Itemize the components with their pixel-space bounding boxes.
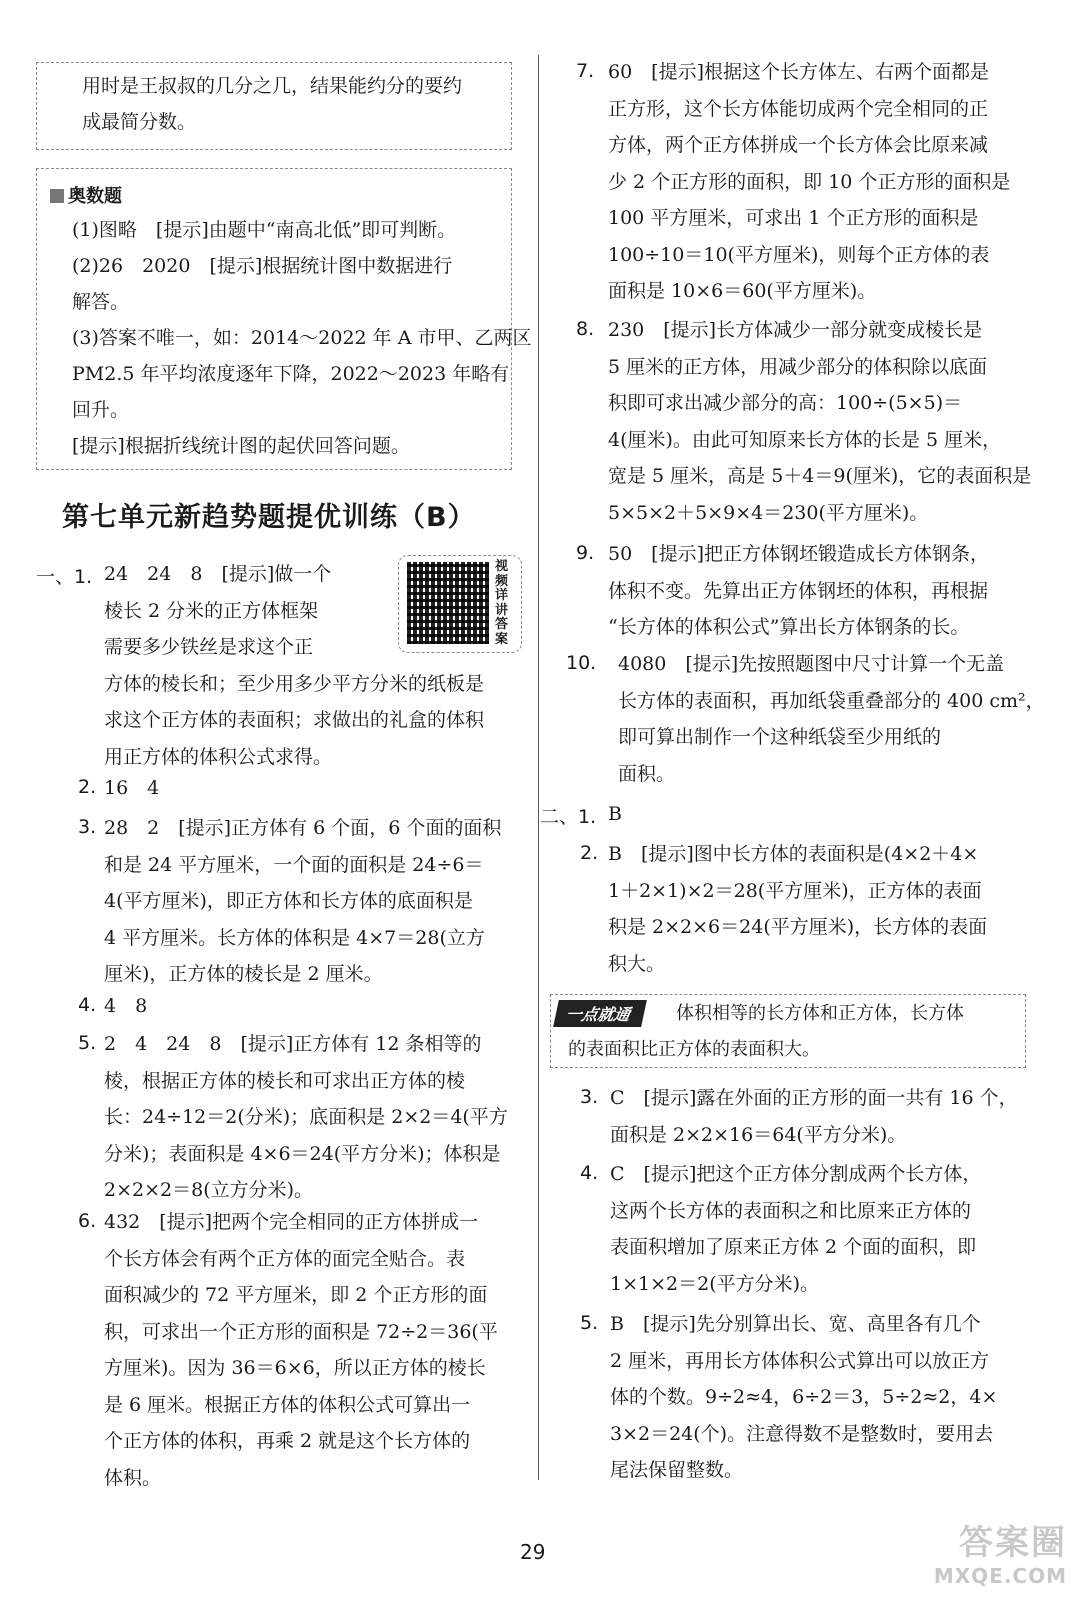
item-number: 二、1. (540, 806, 597, 828)
item-line: 100÷10＝10(平方厘米)，则每个正方体的表 (608, 243, 990, 266)
watermark-logo: 答案圈 (959, 1523, 1067, 1563)
item-line: 4 平方厘米。长方体的体积是 4×7＝28(立方 (104, 926, 485, 949)
item-line: 100 平方厘米，可求出 1 个正方形的面积是 (608, 207, 979, 229)
item-number: 6. (78, 1210, 97, 1232)
item-line: 面积。 (618, 762, 676, 785)
item-number: 一、1. (36, 566, 93, 588)
item-line: 面积减少的 72 平方厘米，即 2 个正方形的面 (104, 1284, 488, 1306)
item-line: 2 厘米，再用长方体体积公式算出可以放正方 (610, 1349, 990, 1372)
watermark-url: MXQE.COM (933, 1564, 1067, 1588)
item-line: 棱，根据正方体的棱长和可求出正方体的棱 (104, 1069, 466, 1092)
item-line: 这两个长方体的表面积之和比原来正方体的 (610, 1199, 972, 1222)
item-line: 尾法保留整数。 (610, 1459, 744, 1481)
item-line: 个正方体的体积，再乘 2 就是这个长方体的 (104, 1430, 471, 1452)
watermark (934, 1515, 1067, 1588)
item-line: 面积是 2×2×16＝64(平方分米)。 (610, 1123, 907, 1146)
page-number: 29 (520, 1540, 546, 1564)
item-number: 3. (580, 1086, 599, 1108)
item-line: 分米)；表面积是 4×6＝24(平方分米)；体积是 (104, 1142, 501, 1165)
item-line: 长方体的表面积，再加纸袋重叠部分的 400 cm²， (618, 689, 1045, 712)
aoshu-line: 回升。 (72, 399, 130, 421)
item-number: 4. (580, 1162, 599, 1184)
item-line: 积即可求出减少部分的高：100÷(5×5)＝ (608, 392, 963, 414)
item-line: C [提示]露在外面的正方形的面一共有 16 个， (610, 1087, 1018, 1109)
item-line: 28 2 [提示]正方体有 6 个面，6 个面的面积 (104, 817, 502, 839)
item-line: 体积不变。先算出正方体钢坯的体积，再根据 (608, 579, 989, 602)
column-divider (538, 55, 539, 1480)
aoshu-line: (2)26 2020 [提示]根据统计图中数据进行 (72, 255, 453, 277)
item-number: 3. (78, 816, 97, 838)
item-line: 2 4 24 8 [提示]正方体有 12 条相等的 (104, 1033, 482, 1055)
item-line: 积是 2×2×6＝24(平方厘米)，长方体的表面 (608, 916, 988, 938)
aoshu-line: (3)答案不唯一，如：2014～2022 年 A 市甲、乙两区 (72, 327, 532, 349)
item-number: 2. (78, 776, 97, 798)
item-number: 5. (78, 1032, 97, 1054)
tip-badge: 一点就通 (556, 1000, 644, 1027)
item-line: 求这个正方体的表面积；求做出的礼盒的体积 (104, 709, 485, 731)
item-line: 2×2×2＝8(立方分米)。 (104, 1179, 314, 1201)
item-line: 厘米)，正方体的棱长是 2 厘米。 (104, 963, 383, 985)
item-line: B [提示]先分别算出长、宽、高里各有几个 (610, 1313, 981, 1335)
tip-line: 体积相等的长方体和正方体，长方体 (676, 1003, 964, 1024)
item-line: 1×1×2＝2(平方分米)。 (610, 1272, 820, 1295)
item-line: 方体的棱长和；至少用多少平方分米的纸板是 (104, 672, 485, 695)
item-line: B [提示]图中长方体的表面积是(4×2＋4× (608, 843, 979, 865)
item-number: 8. (576, 318, 595, 340)
item-line: 面积是 10×6＝60(平方厘米)。 (608, 280, 877, 302)
item-line: 24 24 8 [提示]做一个 (104, 563, 332, 585)
item-number: 2. (580, 842, 599, 864)
item-line: 4(厘米)。由此可知原来长方体的长是 5 厘米， (608, 428, 1002, 451)
item-line: 方体，两个正方体拼成一个长方体会比原来减 (608, 134, 989, 156)
book-icon (50, 189, 64, 203)
qr-label: 视频详讲答案 (495, 559, 509, 647)
tip-line: 的表面积比正方体的表面积大。 (568, 1039, 820, 1060)
item-line: C [提示]把这个正方体分割成两个长方体， (610, 1163, 982, 1185)
item-line: 60 [提示]根据这个长方体左、右两个面都是 (608, 61, 990, 83)
aoshu-line: [提示]根据折线统计图的起伏回答问题。 (72, 435, 410, 457)
item-line: 432 [提示]把两个完全相同的正方体拼成一 (104, 1211, 479, 1233)
item-line: 3×2＝24(个)。注意得数不是整数时，要用去 (610, 1422, 994, 1445)
item-number: 7. (576, 60, 595, 82)
item-line: 积，可求出一个正方形的面积是 72÷2＝36(平 (104, 1320, 498, 1343)
item-line: 少 2 个正方形的面积，即 10 个正方形的面积是 (608, 170, 1011, 193)
aoshu-line: 解答。 (72, 291, 130, 313)
qr-code-box[interactable] (398, 555, 522, 653)
item-line: 棱长 2 分米的正方体框架 (104, 599, 319, 622)
item-line: B (608, 803, 622, 825)
item-line: 和是 24 平方厘米，一个面的面积是 24÷6＝ (104, 853, 484, 876)
item-line: 16 4 (104, 777, 160, 799)
item-line: 5 厘米的正方体，用减少部分的体积除以底面 (608, 355, 988, 378)
item-number: 4. (78, 994, 97, 1016)
item-line: “长方体的体积公式”算出长方体钢条的长。 (608, 616, 970, 638)
item-line: 积大。 (608, 952, 666, 975)
item-line: 即可算出制作一个这种纸袋至少用纸的 (618, 726, 942, 748)
item-line: 体积。 (104, 1466, 162, 1489)
qr-code-icon[interactable] (407, 562, 489, 644)
item-line: 体的个数。9÷2≈4，6÷2＝3，5÷2≈2，4× (610, 1386, 998, 1408)
top-note-line: 用时是王叔叔的几分之几，结果能约分的要约 (82, 75, 463, 97)
item-line: 5×5×2＋5×9×4＝230(平方厘米)。 (608, 501, 929, 524)
item-line: 表面积增加了原来正方体 2 个面的面积，即 (610, 1236, 977, 1258)
item-line: 宽是 5 厘米，高是 5＋4＝9(厘米)，它的表面积是 (608, 465, 1032, 487)
item-line: 230 [提示]长方体减少一部分就变成棱长是 (608, 319, 983, 341)
item-line: 4(平方厘米)，即正方体和长方体的底面积是 (104, 890, 473, 912)
item-line: 方厘米)。因为 36＝6×6，所以正方体的棱长 (104, 1357, 486, 1379)
item-line: 长：24÷12＝2(分米)；底面积是 2×2＝4(平方 (104, 1106, 508, 1128)
item-line: 是 6 厘米。根据正方体的体积公式可算出一 (104, 1393, 471, 1416)
item-line: 需要多少铁丝是求这个正 (104, 636, 314, 658)
item-line: 50 [提示]把正方体钢坯锻造成长方体钢条， (608, 543, 990, 565)
item-number: 5. (580, 1312, 599, 1334)
aoshu-heading: 奥数题 (50, 182, 122, 208)
aoshu-line: PM2.5 年平均浓度逐年下降，2022～2023 年略有 (72, 363, 510, 385)
item-line: 正方形，这个长方体能切成两个完全相同的正 (608, 97, 989, 120)
item-line: 个长方体会有两个正方体的面完全贴合。表 (104, 1247, 466, 1270)
top-note-line: 成最简分数。 (82, 111, 197, 133)
item-line: 4080 [提示]先按照题图中尺寸计算一个无盖 (618, 653, 1005, 675)
item-line: 4 8 (104, 995, 148, 1017)
aoshu-line: (1)图略 [提示]由题中“南高北低”即可判断。 (72, 219, 457, 241)
item-line: 1＋2×1)×2＝28(平方厘米)，正方体的表面 (608, 879, 982, 902)
item-line: 用正方体的体积公式求得。 (104, 745, 333, 768)
unit-title: 第七单元新趋势题提优训练（B） (62, 502, 476, 533)
item-number: 9. (576, 542, 595, 564)
item-number: 10. (566, 652, 597, 674)
